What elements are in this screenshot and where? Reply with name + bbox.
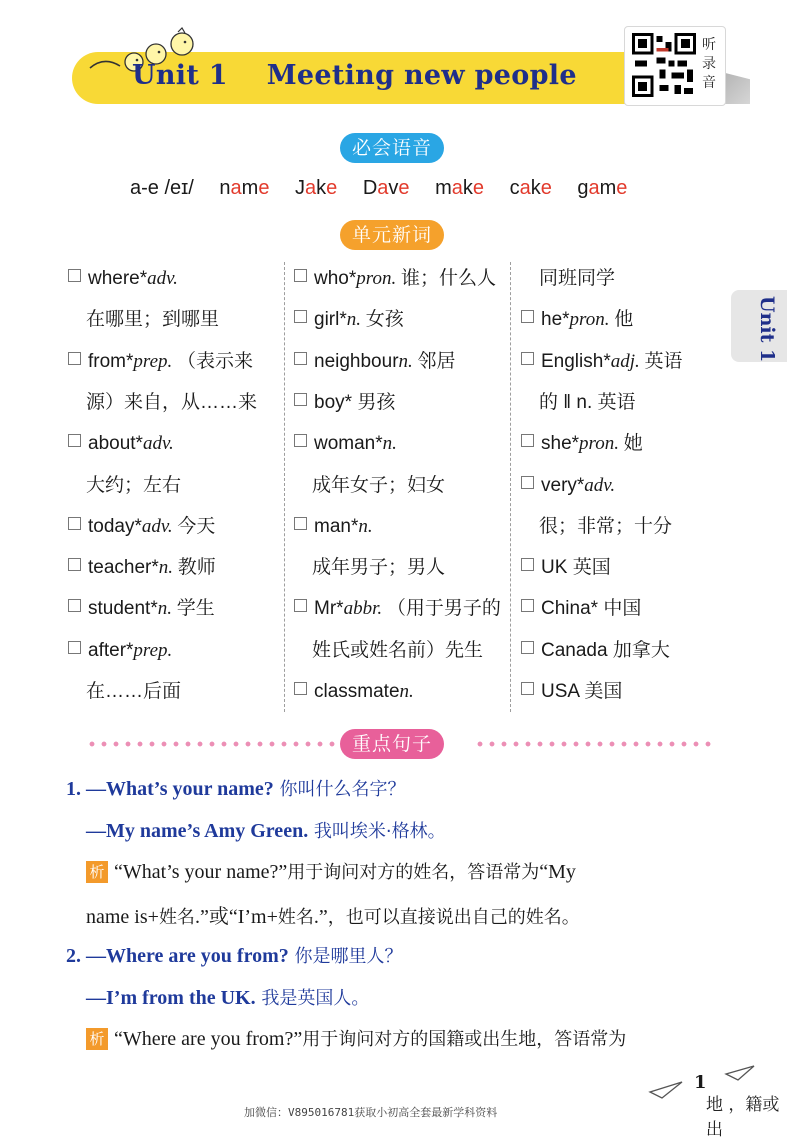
vocab-word: man* (314, 515, 359, 537)
vocab-meaning: 她 (623, 433, 643, 455)
vocab-meaning: 源）来自，从……来 (86, 391, 258, 413)
answer-zh: 我是英国人。 (255, 988, 370, 1009)
vocab-line (521, 637, 670, 665)
vocab-part-of-speech: adv. (584, 474, 616, 496)
column-divider (284, 262, 285, 712)
vocab-line (539, 389, 636, 417)
vocab-word: China* (541, 598, 604, 620)
vocab-part-of-speech: prep. (133, 350, 178, 372)
checkbox-icon[interactable] (68, 641, 81, 654)
vocab-word: from* (88, 350, 134, 372)
vocab-line (312, 554, 445, 582)
vocab-meaning: 的 ‖ n. 英语 (539, 391, 636, 413)
vocab-line (521, 348, 683, 376)
checkbox-icon[interactable] (294, 269, 307, 282)
vocab-word: about* (88, 433, 143, 455)
vocab-meaning: 成年女子；妇女 (312, 474, 446, 496)
vocab-meaning: 他 (614, 309, 634, 331)
vocab-word: UK (541, 557, 573, 579)
question-en: —Where are you from? (86, 945, 289, 967)
question-en: —What’s your name? (86, 778, 274, 800)
vocab-part-of-speech: abbr. (343, 598, 387, 620)
vocab-line (521, 472, 615, 500)
checkbox-icon[interactable] (521, 476, 534, 489)
phonics-word: cake (509, 177, 552, 199)
vocab-line (86, 472, 181, 500)
vocab-part-of-speech: n. (346, 309, 366, 331)
vocab-meaning: 英语 (644, 350, 683, 372)
vocab-line (68, 554, 216, 582)
checkbox-icon[interactable] (294, 434, 307, 447)
vocab-line (86, 389, 257, 417)
section-pill-phonics: 必会语音 (340, 133, 444, 163)
checkbox-icon[interactable] (521, 310, 534, 323)
vocab-line (294, 430, 397, 458)
vocab-meaning: （用于男子的 (386, 598, 501, 620)
vocab-meaning: 邻居 (417, 350, 456, 372)
vocab-word: after* (88, 639, 134, 661)
analysis-badge-icon: 析 (86, 1028, 108, 1050)
vocab-word: she* (541, 433, 580, 455)
checkbox-icon[interactable] (294, 599, 307, 612)
answer-en: —I’m from the UK. (86, 987, 256, 1009)
phonics-word: game (577, 177, 628, 199)
vocab-part-of-speech: n. (399, 681, 414, 702)
vocab-line (521, 554, 611, 582)
vocab-meaning: 在哪里；到哪里 (86, 309, 220, 331)
checkbox-icon[interactable] (294, 352, 307, 365)
vocab-meaning: 男孩 (357, 391, 396, 413)
vocab-line (294, 595, 501, 623)
vocab-line (294, 389, 395, 417)
vocab-word: USA (541, 681, 585, 702)
vocab-line (539, 513, 672, 541)
checkbox-icon[interactable] (521, 434, 534, 447)
vocab-word: woman* (314, 433, 383, 455)
vocab-part-of-speech: n. (398, 350, 418, 372)
vocab-line (521, 678, 622, 706)
vocab-word: student* (88, 598, 158, 620)
vocab-meaning: 英国 (572, 557, 611, 579)
checkbox-icon[interactable] (294, 310, 307, 323)
vocab-word: Mr* (314, 598, 344, 620)
checkbox-icon[interactable] (294, 682, 307, 695)
answer-en: —My name’s Amy Green. (86, 820, 309, 842)
checkbox-icon[interactable] (68, 434, 81, 447)
checkbox-icon[interactable] (521, 352, 534, 365)
vocab-line (294, 265, 496, 293)
checkbox-icon[interactable] (521, 558, 534, 571)
checkbox-icon[interactable] (521, 682, 534, 695)
vocab-line (539, 265, 615, 293)
checkbox-icon[interactable] (294, 393, 307, 406)
vocab-line (294, 513, 373, 541)
vocab-meaning: 教师 (177, 557, 216, 579)
vocab-line (294, 348, 456, 376)
vocab-meaning: 成年男子；男人 (312, 557, 446, 579)
vocab-word: very* (541, 474, 585, 496)
vocab-meaning: 很；非常；十分 (539, 515, 673, 537)
phonics-word: Dave (362, 177, 410, 199)
checkbox-icon[interactable] (68, 517, 81, 530)
vocab-line (68, 637, 172, 665)
dotted-divider-right (474, 741, 714, 747)
checkbox-icon[interactable] (68, 352, 81, 365)
vocab-part-of-speech: n. (158, 557, 178, 579)
vocab-part-of-speech: pron. (579, 433, 624, 455)
checkbox-icon[interactable] (68, 269, 81, 282)
vocab-line (312, 472, 445, 500)
vocab-word: today* (88, 515, 142, 537)
sentence-2-answer (86, 984, 369, 1010)
checkbox-icon[interactable] (68, 599, 81, 612)
vocab-meaning: 同班同学 (539, 268, 616, 289)
vocab-word: boy* (314, 391, 358, 413)
vocab-meaning: 中国 (603, 598, 642, 620)
sentence-1-question (66, 775, 406, 801)
vocab-line (68, 595, 215, 623)
vocab-line (312, 637, 483, 665)
vocab-meaning: 加拿大 (612, 639, 670, 661)
footer-watermark-note: 加微信：V895016781获取小初高全套最新学科资料 (244, 1106, 498, 1119)
vocab-part-of-speech: n. (382, 433, 397, 455)
phonics-pattern: a-e /eɪ/ (130, 177, 194, 199)
vocab-meaning: （表示来 (177, 350, 254, 372)
analysis-badge-icon: 析 (86, 861, 108, 883)
vocab-line (86, 306, 219, 334)
vocab-meaning: 今天 (177, 515, 216, 537)
phonics-line (130, 177, 647, 200)
vocab-word: English* (541, 350, 611, 372)
section-pill-new-words: 单元新词 (340, 220, 444, 250)
vocab-word: classmate (314, 681, 400, 702)
vocab-meaning: 大约；左右 (86, 474, 182, 496)
question-zh: 你叫什么名字？ (273, 779, 406, 800)
vocab-part-of-speech: adv. (141, 515, 178, 537)
vocab-part-of-speech: adv. (147, 268, 178, 289)
vocab-word: girl* (314, 309, 347, 331)
vocab-part-of-speech: prep. (133, 639, 173, 661)
vocab-part-of-speech: pron. (356, 268, 401, 289)
checkbox-icon[interactable] (521, 641, 534, 654)
qr-code-icon[interactable] (632, 33, 696, 97)
vocab-word: who* (314, 268, 357, 289)
analysis-note-1-line-2: name is+姓名.”或“I’m+姓名.”，也可以直接说出自己的姓名。 (86, 906, 580, 928)
listen-audio-label[interactable]: 听录音 (702, 37, 716, 91)
checkbox-icon[interactable] (68, 558, 81, 571)
dotted-divider-left (86, 741, 336, 747)
vocab-part-of-speech: adj. (610, 350, 645, 372)
checkbox-icon[interactable] (521, 599, 534, 612)
vocab-word: teacher* (88, 557, 159, 579)
analysis-note-2-line-1: 析 “Where are you from?”用于询问对方的国籍或出生地，答语常为 (86, 1025, 626, 1051)
vocab-part-of-speech: pron. (569, 309, 615, 331)
vocab-word: neighbour (314, 350, 399, 372)
phonics-word: make (435, 177, 484, 199)
vocab-meaning: 谁；什么人 (400, 268, 496, 289)
column-divider (510, 262, 511, 712)
side-unit-tab-label: Unit 1 (756, 296, 778, 363)
section-pill-key-sentences: 重点句子 (340, 729, 444, 759)
vocab-meaning: 在……后面 (86, 681, 182, 702)
phonics-word: Jake (295, 177, 338, 199)
vocab-line (68, 265, 178, 293)
vocab-line (68, 430, 174, 458)
vocab-word: Canada (541, 639, 613, 661)
vocab-meaning: 女孩 (365, 309, 404, 331)
vocab-word: where* (88, 268, 148, 289)
unit-title: Unit 1 Meeting new people (132, 60, 577, 91)
sentence-number: 2. (66, 945, 86, 967)
next-page-text-fragment: 地 ，籍或出 (706, 1095, 780, 1140)
vocab-word: he* (541, 309, 570, 331)
sentence-1-answer (86, 817, 446, 843)
vocab-line (294, 678, 414, 706)
vocab-line (86, 678, 181, 706)
analysis-note-1-line-1: 析 “What’s your name?”用于询问对方的姓名，答语常为“My (86, 858, 576, 884)
vocab-part-of-speech: adv. (142, 433, 174, 455)
answer-zh: 我叫埃米·格林。 (308, 821, 446, 842)
vocab-meaning: 姓氏或姓名前）先生 (312, 639, 484, 661)
question-zh: 你是哪里人？ (288, 946, 403, 967)
vocab-line (521, 306, 633, 334)
sentence-2-question (66, 942, 402, 968)
sentence-number: 1. (66, 778, 86, 800)
vocab-part-of-speech: n. (358, 515, 373, 537)
vocab-line (68, 513, 215, 541)
phonics-word: name (219, 177, 270, 199)
vocab-meaning: 美国 (584, 681, 623, 702)
vocab-line (294, 306, 404, 334)
vocab-line (521, 430, 643, 458)
page-number: 1 (694, 1072, 707, 1093)
vocab-part-of-speech: n. (157, 598, 177, 620)
checkbox-icon[interactable] (294, 517, 307, 530)
vocab-meaning: 学生 (176, 598, 215, 620)
vocab-line (521, 595, 641, 623)
vocab-line (68, 348, 253, 376)
